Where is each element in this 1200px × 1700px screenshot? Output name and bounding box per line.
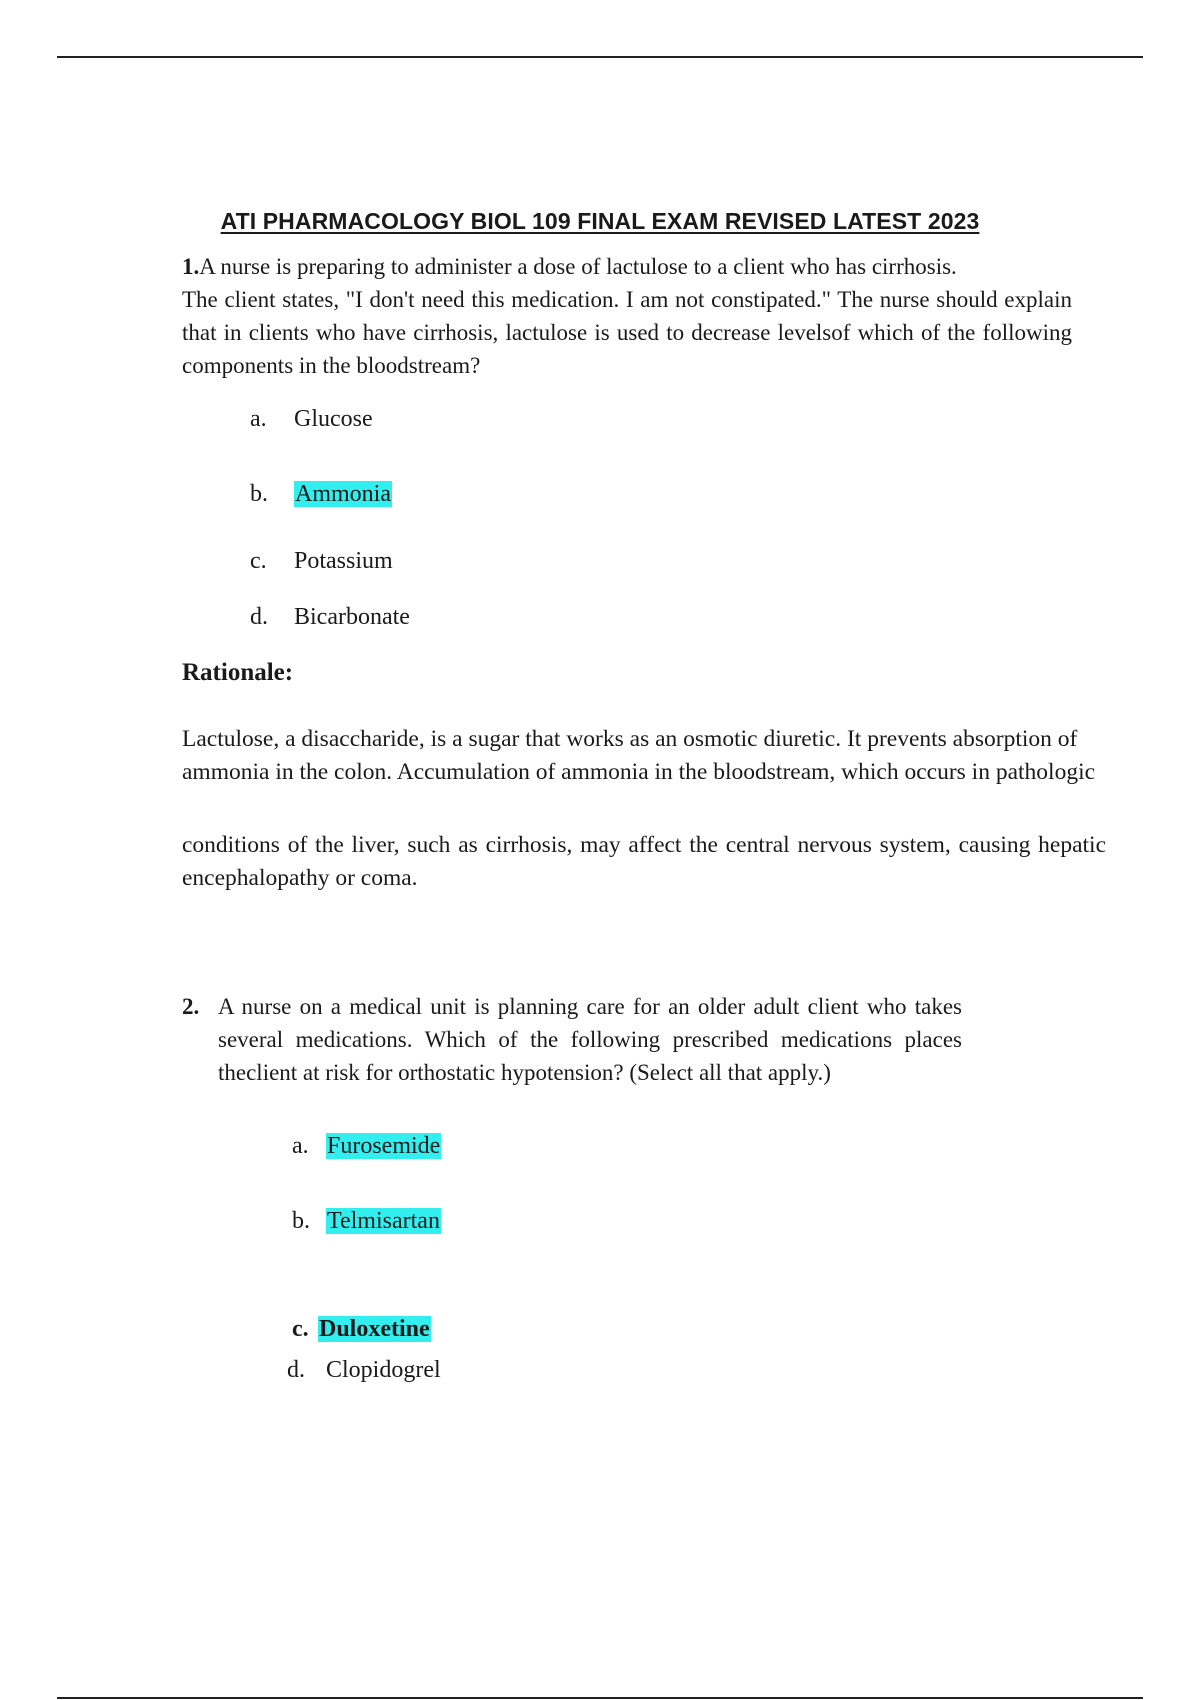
- question-2-option-d[interactable]: [287, 1355, 441, 1385]
- question-1-option-d[interactable]: [250, 602, 410, 632]
- option-letter: b.: [292, 1208, 310, 1234]
- option-text: Glucose: [294, 406, 373, 432]
- question-2-text: A nurse on a medical unit is planning care for an older adult client who takes several medications. Which of the following prescribed medications places theclient at risk for orthostatic hypotension? (Select all that apply.): [218, 994, 962, 1085]
- question-1-option-c[interactable]: [250, 546, 393, 576]
- option-text: Potassium: [294, 548, 393, 574]
- option-text-highlighted: Furosemide: [327, 1133, 441, 1159]
- question-1-line-1-text: A nurse is preparing to administer a dose of lactulose to a client who has cirrhosis.: [199, 254, 957, 279]
- option-text-highlighted: Ammonia: [295, 481, 391, 507]
- question-1-line-2: The client states, "I don't need this medication. I am not constipated." The nurse should explain that in clients who have cirrhosis, lactulose is used to decrease levelsof which of the following components in the bloodstream?: [182, 287, 1072, 378]
- document-title: ATI PHARMACOLOGY BIOL 109 FINAL EXAM REVISED LATEST 2023: [220, 208, 980, 234]
- option-text: Clopidogrel: [326, 1357, 441, 1383]
- option-letter: a.: [292, 1133, 309, 1159]
- question-2-stem: [182, 990, 962, 1089]
- option-letter: c.: [292, 1316, 309, 1342]
- question-1-option-a[interactable]: [250, 404, 373, 434]
- bottom-rule: [57, 1697, 1143, 1699]
- option-letter: d.: [287, 1357, 305, 1383]
- rationale-paragraph-2: conditions of the liver, such as cirrhosis, may affect the central nervous system, causing hepatic encephalopathy or coma.: [182, 832, 1106, 891]
- option-letter: b.: [250, 481, 268, 507]
- option-letter: c.: [250, 548, 267, 574]
- option-text: Bicarbonate: [294, 604, 410, 630]
- option-text-highlighted: Duloxetine: [319, 1316, 430, 1342]
- question-2-option-b[interactable]: [292, 1206, 441, 1236]
- question-1-number: 1.: [182, 254, 200, 279]
- question-1-stem: [182, 250, 1072, 382]
- question-2-option-a[interactable]: [292, 1131, 441, 1161]
- rationale-paragraph-1: Lactulose, a disaccharide, is a sugar that works as an osmotic diuretic. It prevents absorption of ammonia in the colon. Accumulation of ammonia in the bloodstream, which occurs in pathologic: [182, 726, 1096, 785]
- option-letter: a.: [250, 406, 267, 432]
- question-2-number: 2.: [182, 994, 200, 1019]
- top-rule: [57, 56, 1143, 58]
- option-text-highlighted: Telmisartan: [327, 1208, 440, 1234]
- option-letter: d.: [250, 604, 268, 630]
- rationale-heading: Rationale:: [182, 659, 294, 686]
- question-2-option-c[interactable]: [292, 1314, 431, 1344]
- question-1-line-1: [182, 250, 1072, 283]
- question-1-option-b[interactable]: [250, 479, 392, 509]
